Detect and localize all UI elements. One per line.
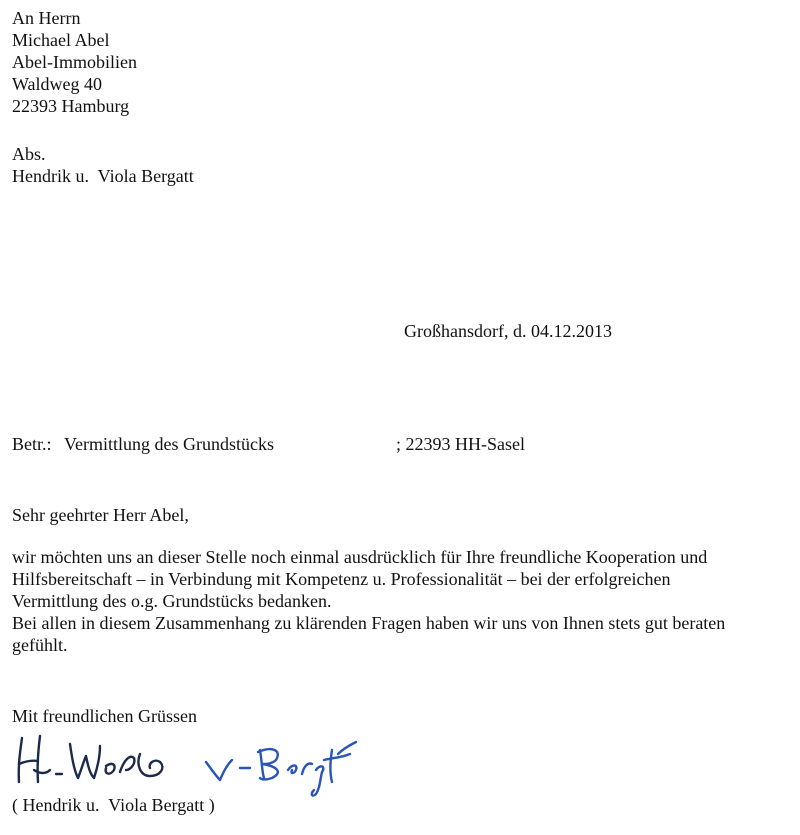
subject-location: ; 22393 HH-Sasel — [396, 434, 525, 454]
body-line: gefühlt. — [12, 635, 68, 655]
recipient-line: 22393 Hamburg — [12, 96, 130, 116]
body-line: Hilfsbereitschaft – in Verbindung mit Kompetenz u. Professionalität – bei der erfolgreichen — [12, 569, 671, 589]
sender-block — [12, 143, 194, 187]
salutation: Sehr geehrter Herr Abel, — [12, 505, 189, 525]
place-date: Großhansdorf, d. 04.12.2013 — [404, 321, 612, 341]
recipient-line: Waldweg 40 — [12, 74, 103, 94]
subject-title: Vermittlung des Grundstücks — [64, 434, 274, 454]
recipient-line: Michael Abel — [12, 30, 110, 50]
sender-label: Abs. — [12, 144, 46, 164]
body-line: Bei allen in diesem Zusammenhang zu klärenden Fragen haben wir uns von Ihnen stets gut beraten — [12, 613, 726, 633]
recipient-line: Abel-Immobilien — [12, 52, 137, 72]
subject-prefix: Betr.: — [12, 434, 52, 454]
signature-viola — [206, 742, 356, 796]
printed-name: ( Hendrik u. Viola Bergatt ) — [12, 795, 215, 815]
handwritten-signatures — [10, 724, 380, 804]
sender-name: Hendrik u. Viola Bergatt — [12, 166, 194, 186]
signature-hendrik — [19, 736, 163, 782]
letter-body — [12, 546, 792, 656]
body-line: wir möchten uns an dieser Stelle noch einmal ausdrücklich für Ihre freundliche Kooperation und — [12, 547, 708, 567]
recipient-line: An Herrn — [12, 8, 81, 28]
body-line: Vermittlung des o.g. Grundstücks bedanken. — [12, 591, 332, 611]
closing: Mit freundlichen Grüssen — [12, 706, 197, 726]
recipient-address — [12, 7, 137, 117]
